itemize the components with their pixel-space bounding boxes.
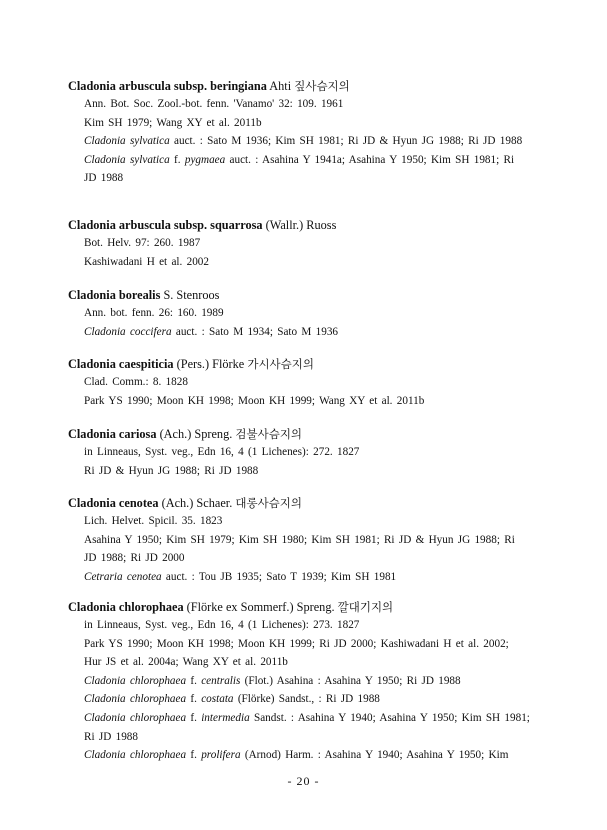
species-entry (68, 355, 530, 410)
reference-line (84, 392, 530, 411)
species-heading (68, 216, 530, 234)
reference-line (84, 568, 530, 587)
species-author: (Ach.) Schaer. (161, 496, 233, 510)
reference-text: f. (186, 674, 202, 687)
reference-line (84, 616, 530, 635)
species-entry (68, 598, 530, 765)
species-name: Cladonia cenotea (68, 496, 159, 510)
reference-text: auct. : Sato M 1934; Sato M 1936 (171, 325, 339, 338)
reference-text: in Linneaus, Syst. veg., Edn 16, 4 (1 Lichenes): 272. 1827 (84, 446, 360, 458)
species-heading (68, 77, 530, 95)
reference-line (84, 531, 530, 568)
korean-name: 짚사슴지의 (294, 79, 350, 93)
reference-text: (Arnod) Harm. : Asahina Y 1940; Asahina Y 1950; Kim (240, 749, 509, 762)
reference-text: Lich. Helvet. Spicil. 35. 1823 (84, 515, 223, 527)
species-entry (68, 286, 530, 341)
species-heading (68, 598, 530, 616)
reference-list (68, 95, 530, 188)
species-author: (Ach.) Spreng. (159, 427, 233, 441)
reference-line (84, 151, 530, 188)
reference-line (84, 132, 530, 151)
species-entry (68, 425, 530, 480)
taxon-name-italic: Cetraria cenotea (84, 570, 162, 583)
reference-text: Clad. Comm.: 8. 1828 (84, 376, 188, 388)
species-name: Cladonia arbuscula subsp. beringiana (68, 79, 267, 93)
page-number: - 20 - (287, 774, 320, 788)
reference-text: auct. : Asahina Y 1941a; Asahina Y 1950; Kim SH 1981; Ri JD 1988 (84, 153, 515, 185)
reference-list (68, 443, 530, 480)
species-entry (68, 216, 530, 271)
reference-line (84, 114, 530, 133)
reference-line (84, 234, 530, 253)
taxon-name-italic: Cladonia chlorophaea (84, 749, 187, 762)
species-name: Cladonia borealis (68, 288, 161, 302)
species-author: (Flörke ex Sommerf.) Spreng. (186, 600, 335, 614)
reference-list (68, 234, 530, 271)
korean-name: 대롱사슴지의 (235, 496, 303, 510)
korean-name: 깔대기지의 (337, 600, 394, 614)
reference-line (84, 635, 530, 672)
reference-text: auct. : Tou JB 1935; Sato T 1939; Kim SH 1981 (161, 570, 397, 583)
reference-text: Kashiwadani H et al. 2002 (84, 255, 209, 268)
species-entry (68, 494, 530, 586)
reference-line (84, 323, 530, 342)
reference-list (68, 373, 530, 410)
reference-text: Sandst. : Asahina Y 1940; Asahina Y 1950; Kim SH 1981; Ri JD 1988 (84, 711, 530, 743)
species-author: S. Stenroos (163, 288, 220, 302)
reference-text: f. (169, 153, 185, 166)
reference-line (84, 690, 530, 709)
species-heading (68, 355, 530, 373)
reference-list (68, 616, 530, 765)
species-author: (Pers.) Flörke (176, 357, 245, 371)
reference-text: f. (186, 749, 202, 762)
reference-line (84, 672, 530, 691)
reference-text: Ann. Bot. Soc. Zool.-bot. fenn. 'Vanamo' 32: 109. 1961 (84, 98, 344, 110)
reference-text: auct. : Sato M 1936; Kim SH 1981; Ri JD & Hyun JG 1988; Ri JD 1988 (169, 135, 523, 148)
species-name: Cladonia caespiticia (68, 357, 174, 371)
species-name: Cladonia cariosa (68, 427, 157, 441)
reference-list (68, 304, 530, 341)
reference-list (68, 512, 530, 586)
reference-line (84, 373, 530, 392)
taxon-name-italic: Cladonia chlorophaea (84, 693, 187, 706)
taxon-name-italic: costata (201, 693, 234, 706)
reference-line (84, 304, 530, 323)
reference-text: (Flörke) Sandst., : Ri JD 1988 (233, 693, 380, 706)
taxon-name-italic: Cladonia coccifera (84, 325, 172, 338)
reference-line (84, 746, 530, 765)
reference-line (84, 462, 530, 481)
species-author: Ahti (269, 79, 292, 93)
korean-name: 검불사슴지의 (235, 427, 303, 441)
reference-text: f. (186, 693, 202, 706)
reference-text: Ann. bot. fenn. 26: 160. 1989 (84, 307, 224, 319)
reference-text: Asahina Y 1950; Kim SH 1979; Kim SH 1980; Kim SH 1981; Ri JD & Hyun JG 1988; Ri JD 1988; Ri JD 2000 (84, 533, 515, 565)
reference-text: Ri JD & Hyun JG 1988; Ri JD 1988 (84, 464, 259, 477)
reference-text: Kim SH 1979; Wang XY et al. 2011b (84, 116, 262, 129)
species-heading (68, 425, 530, 443)
reference-text: f. (186, 711, 202, 724)
reference-text: (Flot.) Asahina : Asahina Y 1950; Ri JD 1988 (240, 674, 461, 687)
reference-text: in Linneaus, Syst. veg., Edn 16, 4 (1 Lichenes): 273. 1827 (84, 619, 360, 631)
taxon-name-italic: centralis (201, 674, 241, 687)
reference-text: Park YS 1990; Moon KH 1998; Moon KH 1999; Wang XY et al. 2011b (84, 394, 425, 407)
taxon-name-italic: Cladonia chlorophaea (84, 674, 187, 687)
reference-line (84, 512, 530, 531)
reference-text: Bot. Helv. 97: 260. 1987 (84, 237, 201, 249)
species-name: Cladonia chlorophaea (68, 600, 184, 614)
species-entry (68, 77, 530, 188)
reference-line (84, 95, 530, 114)
taxon-name-italic: Cladonia sylvatica (84, 135, 170, 148)
reference-line (84, 253, 530, 272)
species-name: Cladonia arbuscula subsp. squarrosa (68, 218, 263, 232)
reference-line (84, 709, 530, 746)
reference-line (84, 443, 530, 462)
taxon-name-italic: intermedia (201, 711, 250, 724)
taxon-name-italic: Cladonia chlorophaea (84, 711, 187, 724)
taxon-name-italic: pygmaea (184, 153, 226, 166)
species-author: (Wallr.) Ruoss (265, 218, 337, 232)
taxon-name-italic: Cladonia sylvatica (84, 153, 170, 166)
korean-name: 가시사슴지의 (247, 357, 314, 371)
taxon-name-italic: prolifera (201, 749, 241, 762)
reference-text: Park YS 1990; Moon KH 1998; Moon KH 1999; Ri JD 2000; Kashiwadani H et al. 2002; Hur JS et al. 2004a; Wang XY et al. 2011b (84, 637, 509, 669)
species-heading (68, 494, 530, 512)
species-heading (68, 286, 530, 304)
